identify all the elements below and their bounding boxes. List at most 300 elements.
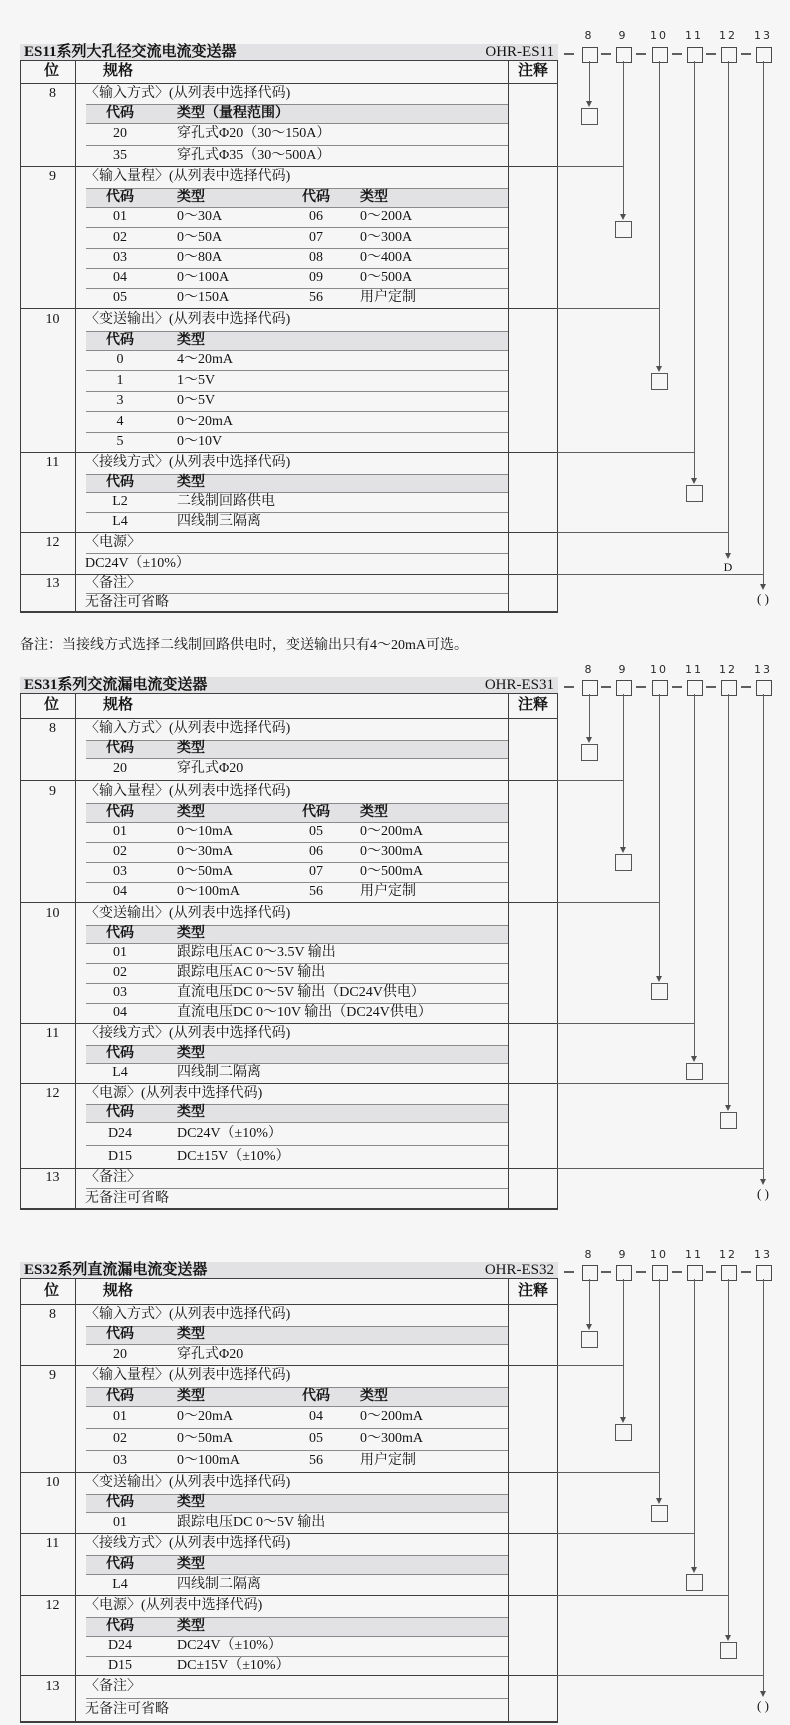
type-col-header: 类型 xyxy=(360,1389,388,1404)
code-digit-box xyxy=(616,47,632,63)
code-target-box xyxy=(686,1574,703,1591)
column-header-spec: 规格 xyxy=(103,63,134,79)
connector-line xyxy=(659,694,660,976)
footnote: 备注：当接线方式选择二线制回路供电时，变送输出只有4～20mA可选。 xyxy=(20,638,468,653)
position-number: 9 xyxy=(49,784,56,799)
position-number: 9 xyxy=(49,1368,56,1383)
code-digit-label: 9 xyxy=(618,29,628,42)
code-digit-box xyxy=(582,47,598,63)
type-col-header: 类型 xyxy=(360,805,388,820)
arrow-down-icon xyxy=(760,1179,766,1185)
subheader-band xyxy=(86,331,508,350)
type-cell: DC±15V（±10%） xyxy=(177,1149,290,1164)
position-number: 13 xyxy=(45,576,60,591)
type-cell: 用户定制 xyxy=(360,290,416,305)
code-cell: 03 xyxy=(113,1453,127,1468)
connector-line xyxy=(763,1279,764,1691)
code-cell: L4 xyxy=(112,1065,128,1080)
arrow-down-icon xyxy=(620,847,626,853)
code-digit-label: 11 xyxy=(685,663,703,676)
code-cell: 20 xyxy=(113,126,127,141)
code-target-box xyxy=(615,1424,632,1441)
row-divider xyxy=(86,512,508,513)
spec-title: 〈输入方式〉(从列表中选择代码) xyxy=(85,1307,291,1322)
connector-line xyxy=(589,61,590,101)
connector-line xyxy=(694,694,695,1056)
code-target-box xyxy=(686,485,703,502)
arrow-down-icon xyxy=(656,976,662,982)
type-cell: 4～20mA xyxy=(177,352,233,367)
code-cell: 03 xyxy=(113,250,127,265)
code-cell: 04 xyxy=(113,1005,127,1020)
code-cell: 09 xyxy=(309,270,323,285)
spec-title: 〈输入方式〉(从列表中选择代码) xyxy=(85,721,291,736)
code-target-box xyxy=(720,1642,737,1659)
type-cell: 0～20mA xyxy=(177,414,233,429)
code-target-label: ( ) xyxy=(757,1698,769,1713)
subheader-band xyxy=(86,1617,508,1636)
table-border-right xyxy=(557,693,558,1209)
type-cell: 跟踪电压AC 0～3.5V 输出 xyxy=(177,945,336,960)
dash-separator xyxy=(564,53,574,55)
dash-separator xyxy=(636,686,646,688)
type-cell: 0～100mA xyxy=(177,884,240,899)
code-col-header: 代码 xyxy=(106,1105,134,1120)
code-col-header: 代码 xyxy=(106,106,134,121)
code-target-box xyxy=(615,221,632,238)
position-number: 11 xyxy=(45,455,60,470)
position-number: 10 xyxy=(45,1475,60,1490)
arrow-down-icon xyxy=(620,214,626,220)
code-cell: 01 xyxy=(113,945,127,960)
type-cell: 0～5V xyxy=(177,393,216,408)
dash-separator xyxy=(564,1271,574,1273)
spec-title: 〈输入方式〉(从列表中选择代码) xyxy=(85,86,291,101)
type-col-header: 类型 xyxy=(177,926,205,941)
spec-title: 〈接线方式〉(从列表中选择代码) xyxy=(85,1536,291,1551)
row-divider xyxy=(86,350,508,351)
value-cell: 无备注可省略 xyxy=(85,1191,169,1206)
arrow-down-icon xyxy=(656,1498,662,1504)
code-digit-box xyxy=(652,680,668,696)
type-col-header: 类型 xyxy=(177,1105,205,1120)
table-border-top xyxy=(20,60,558,61)
table-border-left xyxy=(20,60,21,612)
connector-extension-line xyxy=(557,166,624,167)
code-digit-label: 8 xyxy=(584,1248,594,1261)
type-cell: 0～10V xyxy=(177,434,223,449)
type-cell: 0～30A xyxy=(177,209,223,224)
code-target-label: ( ) xyxy=(757,591,769,606)
arrow-down-icon xyxy=(691,1056,697,1062)
row-divider xyxy=(86,1063,508,1064)
dash-separator xyxy=(741,1271,751,1273)
column-divider-pos xyxy=(75,1278,76,1722)
code-cell: D15 xyxy=(107,1658,133,1673)
code-cell: 20 xyxy=(113,761,127,776)
row-divider xyxy=(86,1636,508,1637)
position-number: 10 xyxy=(45,906,60,921)
code-digit-label: 12 xyxy=(719,1248,737,1261)
type-cell: 跟踪电压DC 0～5V 输出 xyxy=(177,1515,326,1530)
type-col-header: 类型 xyxy=(177,190,205,205)
code-cell: 56 xyxy=(309,290,323,305)
row-divider xyxy=(86,474,508,475)
code-cell: 08 xyxy=(309,250,323,265)
code-cell: 56 xyxy=(309,884,323,899)
arrow-down-icon xyxy=(691,478,697,484)
column-header-spec: 规格 xyxy=(103,697,134,713)
code-col-header: 代码 xyxy=(106,190,134,205)
code-col-header: 代码 xyxy=(106,1046,134,1061)
type-cell: 0～100mA xyxy=(177,1453,240,1468)
code-digit-label: 12 xyxy=(719,29,737,42)
connector-extension-line xyxy=(557,1472,660,1473)
code-col-header: 代码 xyxy=(106,1327,134,1342)
series-title: ES32系列直流漏电流变送器 xyxy=(24,1262,208,1278)
code-cell: 01 xyxy=(113,1515,127,1530)
type-cell: 0～20mA xyxy=(177,1409,233,1424)
row-divider xyxy=(86,1326,508,1327)
row-divider xyxy=(86,740,508,741)
spec-title: 〈变送输出〉(从列表中选择代码) xyxy=(85,1475,291,1490)
arrow-down-icon xyxy=(586,101,592,107)
code-target-box xyxy=(581,108,598,125)
code-col-header: 代码 xyxy=(106,805,134,820)
code-cell: D24 xyxy=(107,1638,133,1653)
connector-extension-line xyxy=(557,1533,695,1534)
position-number: 11 xyxy=(45,1026,60,1041)
subheader-band xyxy=(86,1104,508,1122)
connector-extension-line xyxy=(557,902,660,903)
type-cell: 用户定制 xyxy=(360,1453,416,1468)
code-digit-label: 13 xyxy=(754,663,772,676)
position-number: 9 xyxy=(49,169,56,184)
code-target-box xyxy=(615,854,632,871)
row-divider xyxy=(86,925,508,926)
subheader-band xyxy=(86,1555,508,1574)
subheader-band xyxy=(86,1045,508,1063)
connector-line xyxy=(589,694,590,737)
type-cell: 0～100A xyxy=(177,270,230,285)
type-cell: 0～300mA xyxy=(360,1431,423,1446)
connector-extension-line xyxy=(557,308,660,309)
code-digit-label: 10 xyxy=(650,29,668,42)
type-cell: 穿孔式Φ20 xyxy=(177,1347,244,1362)
dash-separator xyxy=(672,686,682,688)
spec-title: 〈接线方式〉(从列表中选择代码) xyxy=(85,1026,291,1041)
spec-title: 〈接线方式〉(从列表中选择代码) xyxy=(85,455,291,470)
type-cell: DC24V（±10%） xyxy=(177,1126,282,1141)
connector-line xyxy=(694,1279,695,1567)
type-col-header: 类型 xyxy=(177,1046,205,1061)
connector-line xyxy=(694,61,695,478)
type-cell: 用户定制 xyxy=(360,884,416,899)
code-digit-label: 11 xyxy=(685,1248,703,1261)
row-divider xyxy=(86,1104,508,1105)
code-digit-box xyxy=(721,1265,737,1281)
dash-separator xyxy=(672,1271,682,1273)
table-border-right xyxy=(557,1278,558,1722)
code-digit-label: 13 xyxy=(754,29,772,42)
dash-separator xyxy=(601,53,611,55)
connector-line xyxy=(728,1279,729,1635)
spec-title: 〈备注〉 xyxy=(85,576,141,591)
row-divider xyxy=(86,1656,508,1657)
type-cell: 0～300A xyxy=(360,230,413,245)
code-digit-box xyxy=(652,1265,668,1281)
code-digit-label: 12 xyxy=(719,663,737,676)
connector-extension-line xyxy=(557,532,729,533)
type-cell: 1～5V xyxy=(177,373,216,388)
type-cell: DC±15V（±10%） xyxy=(177,1658,290,1673)
position-number: 8 xyxy=(49,1307,56,1322)
subheader-band xyxy=(86,925,508,943)
code-cell: 04 xyxy=(113,270,127,285)
column-header-note: 注释 xyxy=(517,63,548,79)
column-header-pos: 位 xyxy=(43,697,59,713)
type-cell: 0～200A xyxy=(360,209,413,224)
type-col-header: 类型 xyxy=(177,1389,205,1404)
column-divider-note xyxy=(508,1278,509,1722)
arrow-down-icon xyxy=(656,366,662,372)
connector-extension-line xyxy=(557,1365,624,1366)
column-divider-pos xyxy=(75,60,76,612)
connector-extension-line xyxy=(557,1168,764,1169)
column-header-note: 注释 xyxy=(517,697,548,713)
code-cell: 05 xyxy=(309,824,323,839)
code-target-box xyxy=(581,1331,598,1348)
code-digit-label: 8 xyxy=(584,663,594,676)
arrow-down-icon xyxy=(760,584,766,590)
row-divider xyxy=(86,432,508,433)
code-digit-label: 11 xyxy=(685,29,703,42)
type-cell: 直流电压DC 0～10V 输出（DC24V供电） xyxy=(177,1005,432,1020)
code-cell: 06 xyxy=(309,209,323,224)
dash-separator xyxy=(601,686,611,688)
type-col-header: 类型 xyxy=(177,1327,205,1342)
type-cell: 四线制二隔离 xyxy=(177,1065,261,1080)
row-divider xyxy=(86,1617,508,1618)
connector-line xyxy=(763,61,764,584)
type-cell: 四线制三隔离 xyxy=(177,514,261,529)
code-col-header: 代码 xyxy=(106,1495,134,1510)
connector-line xyxy=(659,1279,660,1498)
code-cell: 05 xyxy=(113,290,127,305)
spec-title: 〈输入量程〉(从列表中选择代码) xyxy=(85,169,291,184)
table-border-left xyxy=(20,1278,21,1722)
dash-separator xyxy=(564,686,574,688)
dash-separator xyxy=(636,53,646,55)
code-digit-box xyxy=(652,47,668,63)
type-cell: 0～30mA xyxy=(177,844,233,859)
connector-line xyxy=(623,61,624,214)
code-digit-box xyxy=(756,47,772,63)
type-cell: 0～10mA xyxy=(177,824,233,839)
table-border-top xyxy=(20,1278,558,1279)
arrow-down-icon xyxy=(725,1105,731,1111)
code-digit-box xyxy=(756,680,772,696)
code-col-header: 代码 xyxy=(106,333,134,348)
type-cell: 四线制二隔离 xyxy=(177,1577,261,1592)
type-col-header: 类型 xyxy=(360,190,388,205)
code-digit-box xyxy=(616,1265,632,1281)
position-number: 12 xyxy=(45,535,60,550)
code-cell: 56 xyxy=(309,1453,323,1468)
code-col-header: 代码 xyxy=(106,1619,134,1634)
type-cell: 穿孔式Φ20 xyxy=(177,761,244,776)
spec-title: 〈输入量程〉(从列表中选择代码) xyxy=(85,1368,291,1383)
code-col-header: 代码 xyxy=(106,475,134,490)
table-border-top xyxy=(20,693,558,694)
value-cell: DC24V（±10%） xyxy=(85,556,190,571)
column-header-pos: 位 xyxy=(43,1283,59,1299)
row-divider xyxy=(86,1494,508,1495)
column-divider-note xyxy=(508,693,509,1209)
subheader-band xyxy=(86,104,508,123)
spec-title: 〈变送输出〉(从列表中选择代码) xyxy=(85,906,291,921)
code-target-box xyxy=(720,1112,737,1129)
column-divider-pos xyxy=(75,693,76,1209)
code-cell: 07 xyxy=(309,230,323,245)
dash-separator xyxy=(706,1271,716,1273)
code-cell: 03 xyxy=(113,985,127,1000)
code-col-header: 代码 xyxy=(106,1389,134,1404)
spec-title: 〈备注〉 xyxy=(85,1679,141,1694)
row-divider xyxy=(86,1045,508,1046)
code-digit-label: 13 xyxy=(754,1248,772,1261)
arrow-down-icon xyxy=(586,1324,592,1330)
spec-title: 〈变送输出〉(从列表中选择代码) xyxy=(85,312,291,327)
code-cell: 02 xyxy=(113,1431,127,1446)
code-cell: 03 xyxy=(113,864,127,879)
connector-extension-line xyxy=(557,1675,764,1676)
code-target-box xyxy=(651,373,668,390)
spec-title: 〈备注〉 xyxy=(85,1170,141,1185)
subheader-band xyxy=(86,740,508,758)
type-cell: 0～150A xyxy=(177,290,230,305)
dash-separator xyxy=(672,53,682,55)
subheader-band xyxy=(86,474,508,492)
column-header-note: 注释 xyxy=(517,1283,548,1299)
table-border-left xyxy=(20,693,21,1209)
type-cell: DC24V（±10%） xyxy=(177,1638,282,1653)
row-divider xyxy=(86,1344,508,1345)
code-cell: L4 xyxy=(112,514,128,529)
arrow-down-icon xyxy=(586,737,592,743)
type-col-header: 类型 xyxy=(177,741,205,756)
spec-title: 〈电源〉(从列表中选择代码) xyxy=(85,1598,263,1613)
code-cell: L2 xyxy=(112,494,128,509)
type-col-header: 类型 xyxy=(177,1557,205,1572)
code-digit-box xyxy=(687,47,703,63)
connector-line xyxy=(589,1279,590,1324)
spec-title: 〈电源〉 xyxy=(85,535,141,550)
type-cell: 0～400A xyxy=(360,250,413,265)
code-target-box xyxy=(686,1063,703,1080)
dash-separator xyxy=(601,1271,611,1273)
code-digit-box xyxy=(721,47,737,63)
code-digit-label: 10 xyxy=(650,1248,668,1261)
model-code-label: OHR-ES11 xyxy=(485,44,554,60)
arrow-down-icon xyxy=(620,1417,626,1423)
spec-title: 〈电源〉(从列表中选择代码) xyxy=(85,1086,263,1101)
code-cell: 01 xyxy=(113,824,127,839)
type-cell: 0～50mA xyxy=(177,1431,233,1446)
connector-line xyxy=(659,61,660,366)
type-col-header: 类型 xyxy=(177,333,205,348)
code-digit-box xyxy=(756,1265,772,1281)
type-col-header: 类型 xyxy=(177,805,205,820)
code-cell: D15 xyxy=(107,1149,133,1164)
code-cell: 02 xyxy=(113,965,127,980)
dash-separator xyxy=(741,686,751,688)
type-col-header: 类型 xyxy=(177,1495,205,1510)
code-digit-box xyxy=(687,1265,703,1281)
subheader-band xyxy=(86,1326,508,1344)
code-col-header: 代码 xyxy=(302,1389,330,1404)
row-divider xyxy=(86,331,508,332)
code-cell: 06 xyxy=(309,844,323,859)
position-number: 8 xyxy=(49,86,56,101)
type-cell: 0～500A xyxy=(360,270,413,285)
connector-extension-line xyxy=(557,574,764,575)
value-cell: 无备注可省略 xyxy=(85,595,169,610)
code-digit-box xyxy=(721,680,737,696)
connector-extension-line xyxy=(557,452,695,453)
position-number: 10 xyxy=(45,312,60,327)
code-cell: 02 xyxy=(113,844,127,859)
type-cell: 直流电压DC 0～5V 输出（DC24V供电） xyxy=(177,985,425,1000)
row-divider xyxy=(86,1145,508,1146)
code-cell: 04 xyxy=(113,884,127,899)
code-cell: 02 xyxy=(113,230,127,245)
code-col-header: 代码 xyxy=(106,926,134,941)
column-divider-note xyxy=(508,60,509,612)
row-divider xyxy=(86,1555,508,1556)
value-cell: 无备注可省略 xyxy=(85,1702,169,1717)
arrow-down-icon xyxy=(725,1635,731,1641)
code-cell: 3 xyxy=(116,393,124,408)
column-header-pos: 位 xyxy=(43,63,59,79)
code-digit-box xyxy=(582,680,598,696)
connector-line xyxy=(728,61,729,553)
row-divider xyxy=(86,1574,508,1575)
code-digit-label: 10 xyxy=(650,663,668,676)
connector-extension-line xyxy=(557,1083,729,1084)
type-cell: 0～500mA xyxy=(360,864,423,879)
spec-title: 〈输入量程〉(从列表中选择代码) xyxy=(85,784,291,799)
code-cell: 01 xyxy=(113,1409,127,1424)
dash-separator xyxy=(706,686,716,688)
code-cell: 07 xyxy=(309,864,323,879)
code-cell: 04 xyxy=(309,1409,323,1424)
code-digit-label: 8 xyxy=(584,29,594,42)
code-digit-box xyxy=(616,680,632,696)
model-code-label: OHR-ES31 xyxy=(484,677,554,693)
type-cell: 0～200mA xyxy=(360,824,423,839)
code-cell: 5 xyxy=(116,434,124,449)
row-divider xyxy=(86,104,508,105)
type-cell: 0～80A xyxy=(177,250,223,265)
code-col-header: 代码 xyxy=(302,190,330,205)
type-col-header: 类型 xyxy=(177,1619,205,1634)
code-cell: 0 xyxy=(116,352,124,367)
code-cell: 35 xyxy=(113,148,127,163)
dash-separator xyxy=(706,53,716,55)
row-divider xyxy=(86,492,508,493)
row-divider xyxy=(86,411,508,412)
